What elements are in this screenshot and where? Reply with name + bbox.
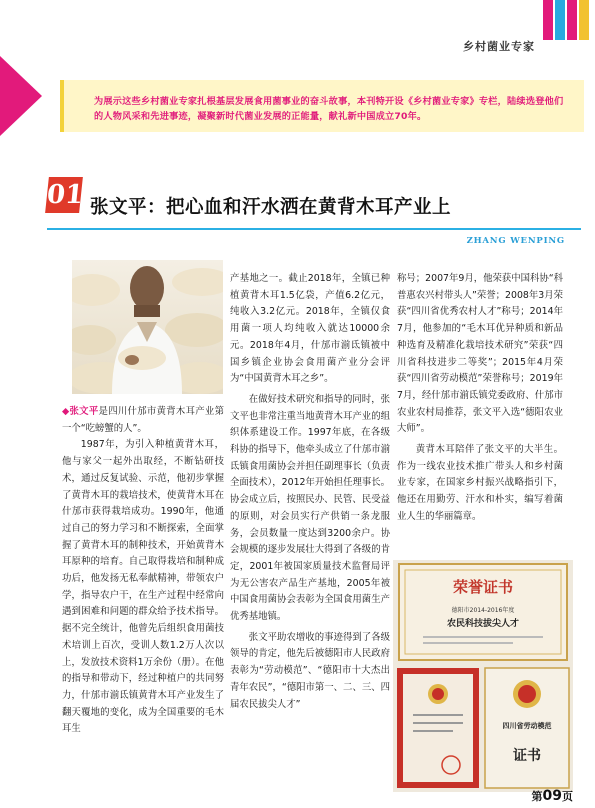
paragraph: 产基地之一。截止2018年，全镇已种植黄背木耳1.5亿袋，产值6.2亿元，纯收入3.2亿元。2018年，全镇仅食用菌一项人均纯收入就达10000余元。2018年4月，什邡市湔氐镇被中国乡镇企业协会食用菌产业分会评为“中国黄背木耳之乡”。 <box>230 273 390 385</box>
intro-box <box>60 80 584 132</box>
text-column-2 <box>230 271 390 713</box>
portrait-photo <box>72 260 223 394</box>
paragraph: 称号；2007年9月，他荣获中国科协“科普惠农兴村带头人”荣誉；2008年3月荣获“四川省优秀农村人才”称号；2014年7月，他参加的“毛木耳优异种质和新品种选育及精准化栽培技术研究”荣获“四川省科技进步二等奖”；2015年4月荣获“四川省劳动模范”荣誉称号；2019年7月，经什邡市湔氐镇党委政府、什邡市农业农村局推荐，张文平入选“德阳农业大师”。 <box>397 273 563 435</box>
intro-text: 为展示这些乡村菌业专家扎根基层发展食用菌事业的奋斗故事，本刊特开设《乡村菌业专家》专栏，陆续选登他们的人物风采和先进事迹，凝聚新时代菌业发展的正能量，献礼新中国成立70年。 <box>94 96 564 122</box>
certificates-photo <box>393 560 573 792</box>
text-column-1 <box>62 404 224 738</box>
pinyin-name: ZHANG WENPING <box>466 236 565 246</box>
stripe-blue <box>555 0 565 40</box>
page-number-value: 09 <box>542 788 562 804</box>
cert1-line2: 农民科技拔尖人才 <box>446 619 520 629</box>
intro-sentence: 是四川什邡市黄背木耳产业第一个“吃螃蟹的人”。 <box>62 406 224 434</box>
header-stripes <box>533 0 595 40</box>
cert2-heading: 四川省劳动模范 <box>502 722 552 730</box>
cert1-title: 荣誉证书 <box>452 578 514 596</box>
page-prefix: 第 <box>531 790 543 803</box>
paragraph: 张文平助农增收的事迹得到了各级领导的肯定，他先后被德阳市人民政府表彰为“劳动模范”、“德阳市十大杰出青年农民”，“德阳市第一、二、三、四届农民拔尖人才” <box>230 631 390 710</box>
left-edge-tab <box>0 56 42 136</box>
stripe-yellow <box>579 0 589 40</box>
title-rule <box>47 228 581 230</box>
cert2-title: 证书 <box>513 748 541 764</box>
paragraph: 在做好技术研究和指导的同时，张文平也非常注重当地黄背木耳产业的组织体系建设工作。1997年底，在各级科协的指导下，他牵头成立了什邡市湔氐镇食用菌协会并担任副理事长（负责全面技术），2012年开始担任理事长。协会成立后，按照民办、民管、民受益的原则，对会员实行产供销一条龙服务，会员数量一度达到3200余户。协会规模的逐步发展壮大得到了各级的肯定，2001年被国家质量技术监督局评为无公害农产品生产基地，2005年被中国食用菌协会表彰为全国食用菌生产优秀基地镇。 <box>230 393 390 623</box>
paragraph: 黄背木耳陪伴了张文平的大半生。作为一线农业技术推广带头人和乡村菌业专家，在国家乡村振兴战略指引下，他还在用勤劳、汗水和朴实，编写着菌业人生的华丽篇章。 <box>397 444 563 522</box>
paragraph: 1987年，为引入种植黄背木耳，他与家父一起外出取经，不断钻研技术，通过反复试验、示范，他初步掌握了黄背木耳的栽培技术，使黄背木耳在什邡市获得栽培成功。1990年，他通过自己的努力学习和不断探索，全面掌握了黄背木耳的制种技术，开始黄背木耳原种的培育。自己取得栽培和制种成功后，他发扬无私奉献精神，带领农户学，指导农户干，在生产过程中经常向遇到困难和问题的群众给予技术指导。据不完全统计，他曾先后组织食用菌技术培训上百次，受训人数1.2万人次以上，发放技术资料1万余份（册）。在他的指导和带动下，经过种植户的共同努力，什邡市湔氐镇黄背木耳产业发生了翻天覆地的变化，成为全国重要的毛木耳生 <box>62 439 224 735</box>
article-title: 张文平：把心血和汗水洒在黄背木耳产业上 <box>90 197 452 218</box>
cert1-line1: 德阳市2014-2016年度 <box>451 607 515 614</box>
stripe-magenta <box>543 0 553 40</box>
page-number <box>532 788 573 804</box>
name-lead: ◆张文平 <box>62 406 99 417</box>
column-name: 乡村菌业专家 <box>463 40 535 53</box>
stripe-magenta-2 <box>567 0 577 40</box>
page-suffix: 页 <box>562 790 573 803</box>
text-column-3 <box>397 271 563 526</box>
paragraph-intro <box>62 404 224 437</box>
article-number: 01 <box>45 177 83 213</box>
